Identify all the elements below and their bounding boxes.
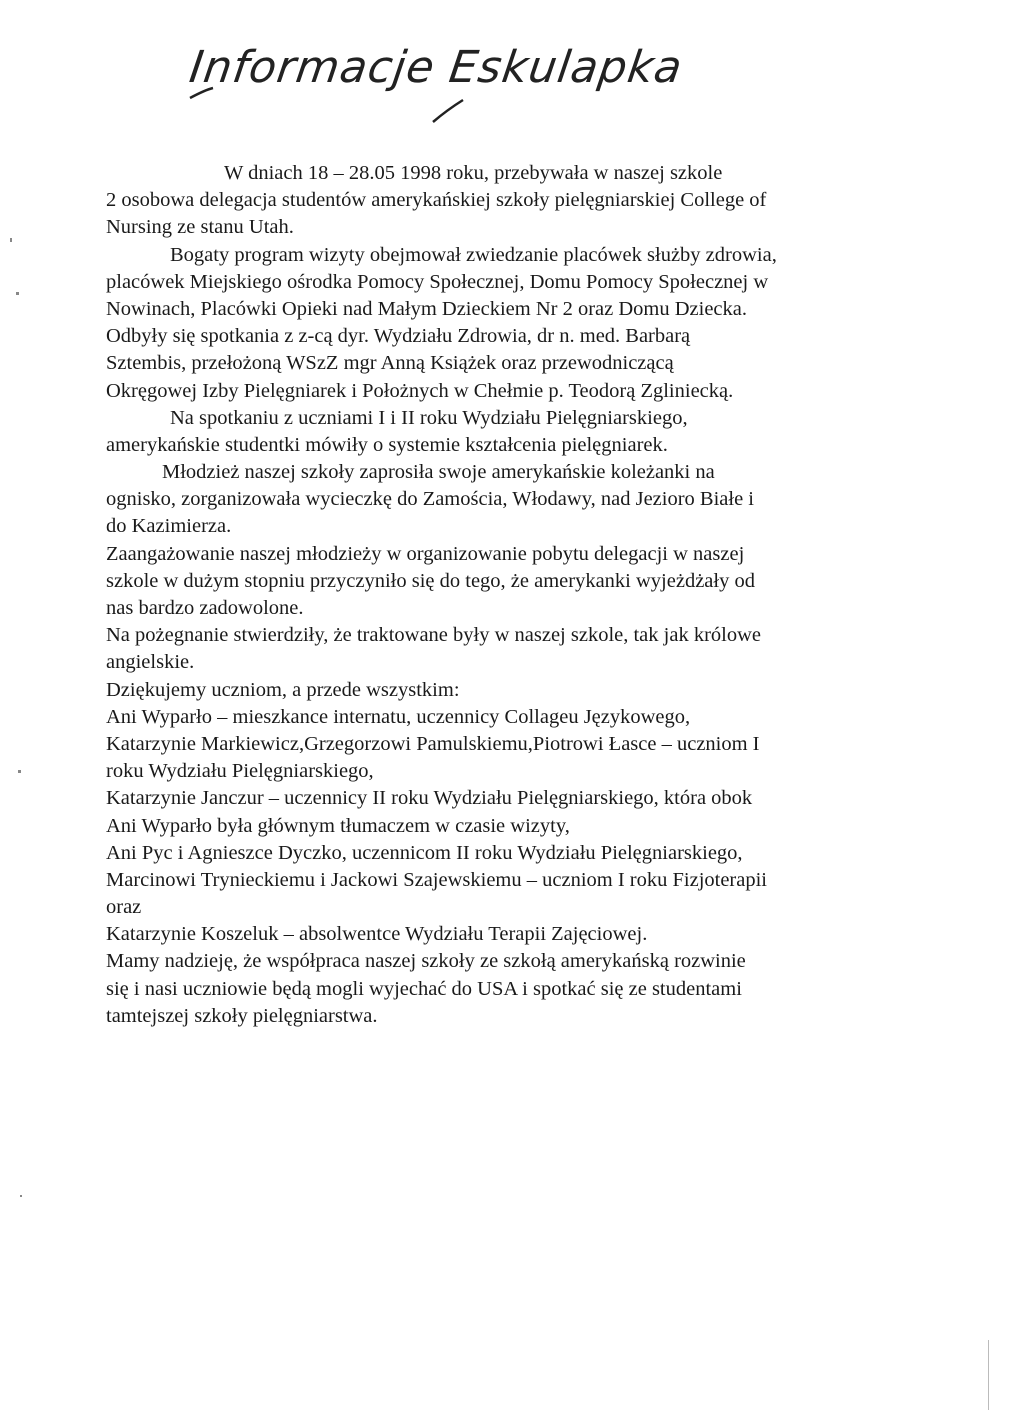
text-line: Nowinach, Placówki Opieki nad Małym Dzieckiem Nr 2 oraz Domu Dziecka. [106, 297, 747, 320]
text-line: 2 osobowa delegacja studentów amerykańskiej szkoły pielęgniarskiej College of [106, 189, 767, 212]
text-line: Mamy nadzieję, że współpraca naszej szkoły ze szkołą amerykańską rozwinie [106, 950, 746, 973]
scan-mark [10, 238, 12, 242]
text-line: Odbyły się spotkania z z-cą dyr. Wydziału Zdrowia, dr n. med. Barbarą [106, 325, 691, 348]
text-line: Ani Wyparło – mieszkance internatu, uczennicy Collageu Językowego, [106, 705, 691, 728]
text-line: szkole w dużym stopniu przyczyniło się do tego, że amerykanki wyjeżdżały od [106, 569, 755, 592]
text-line: Katarzynie Koszeluk – absolwentce Wydziału Terapii Zajęciowej. [106, 923, 648, 946]
text-line: się i nasi uczniowie będą mogli wyjechać do USA i spotkać się ze studentami [106, 977, 742, 1000]
title-flourish-icon [185, 60, 705, 130]
text-line: Zaangażowanie naszej młodzieży w organizowanie pobytu delegacji w naszej [106, 542, 745, 565]
text-line: placówek Miejskiego ośrodka Pomocy Społecznej, Domu Pomocy Społecznej w [106, 270, 769, 293]
scan-mark [16, 292, 19, 295]
text-line: Bogaty program wizyty obejmował zwiedzanie placówek służby zdrowia, [170, 243, 777, 266]
text-line: do Kazimierza. [106, 515, 232, 538]
handwritten-title: Informacje Eskulapka [186, 42, 686, 93]
text-line: tamtejszej szkoły pielęgniarstwa. [106, 1004, 378, 1027]
text-line: ognisko, zorganizowała wycieczkę do Zamościa, Włodawy, nad Jezioro Białe i [106, 488, 755, 511]
text-line: roku Wydziału Pielęgniarskiego, [106, 760, 374, 783]
text-line: Katarzynie Janczur – uczennicy II roku Wydziału Pielęgniarskiego, która obok [106, 787, 753, 810]
text-line: amerykańskie studentki mówiły o systemie kształcenia pielęgniarek. [106, 433, 668, 456]
scan-mark [18, 770, 21, 773]
text-line: Na spotkaniu z uczniami I i II roku Wydziału Pielęgniarskiego, [170, 406, 688, 429]
text-line: angielskie. [106, 651, 195, 674]
text-line: nas bardzo zadowolone. [106, 597, 304, 619]
text-line: Marcinowi Trynieckiemu i Jackowi Szajewskiemu – uczniom I roku Fizjoterapii [106, 868, 767, 891]
text-line: Nursing ze stanu Utah. [106, 216, 294, 239]
scan-mark [988, 1340, 989, 1410]
text-line: Ani Pyc i Agnieszce Dyczko, uczennicom II roku Wydziału Pielęgniarskiego, [106, 841, 743, 864]
text-line: Okręgowej Izby Pielęgniarek i Położnych w Chełmie p. Teodorą Zgliniecką. [106, 379, 734, 402]
text-line: Sztembis, przełożoną WSzZ mgr Anną Książek oraz przewodniczącą [106, 352, 674, 375]
text-line: W dniach 18 – 28.05 1998 roku, przebywała w naszej szkole [224, 162, 723, 184]
text-line: Ani Wyparło była głównym tłumaczem w czasie wizyty, [106, 814, 570, 837]
text-line: Na pożegnanie stwierdziły, że traktowane były w naszej szkole, tak jak królowe [106, 624, 761, 647]
letter-body [106, 160, 886, 1030]
text-line: Dziękujemy uczniom, a przede wszystkim: [106, 678, 460, 701]
scan-mark [20, 1195, 22, 1197]
text-line: Katarzynie Markiewicz,Grzegorzowi Pamulskiemu,Piotrowi Łasce – uczniom I [106, 732, 760, 755]
text-line: oraz [106, 896, 142, 919]
text-line: Młodzież naszej szkoły zaprosiła swoje amerykańskie koleżanki na [162, 461, 715, 484]
